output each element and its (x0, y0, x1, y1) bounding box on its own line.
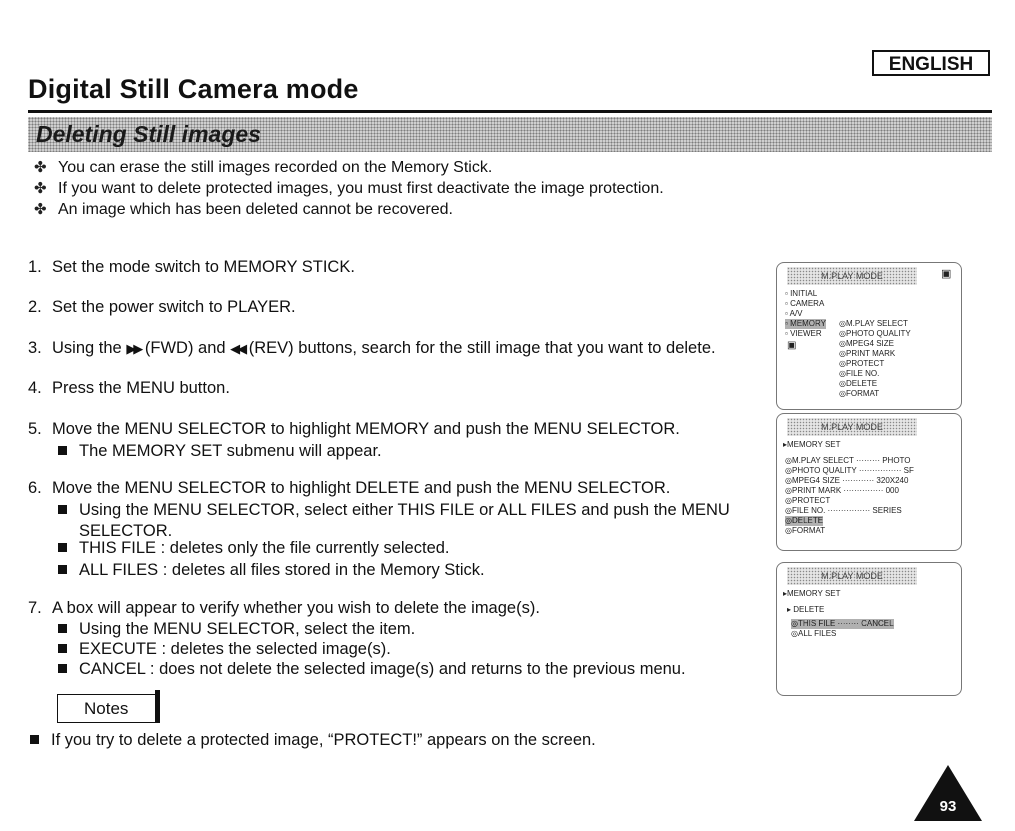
clover-bullet-icon: ✤ (34, 201, 47, 218)
screen-delete (776, 562, 962, 696)
delete-item: ▸ DELETE (787, 605, 825, 614)
triangle-icon (912, 763, 984, 825)
screen-main-menu (776, 262, 962, 410)
submenu-item: ◎PROTECT (839, 359, 885, 368)
memory-stick-icon: ▣ (941, 268, 952, 280)
step-5: 5. Move the MENU SELECTOR to highlight MEMORY and push the MENU SELECTOR. (28, 420, 680, 438)
setting-row: ◎MPEG4 SIZE ············ 320X240 (785, 476, 909, 485)
step-6: 6. Move the MENU SELECTOR to highlight DELETE and push the MENU SELECTOR. (28, 479, 671, 497)
svg-text:93: 93 (939, 798, 957, 815)
clover-bullet-icon: ✤ (34, 180, 47, 197)
menu-item-av: ▫ A/V (785, 309, 803, 318)
menu-item-memory: ▫ MEMORY (785, 319, 826, 328)
screen-header: M.PLAY MODE (787, 567, 917, 585)
screen-header: M.PLAY MODE (787, 418, 917, 436)
square-bullet-icon (30, 735, 39, 744)
menu-item-initial: ▫ INITIAL (785, 289, 818, 298)
section-title: Deleting Still images (36, 121, 261, 147)
menu-item-camera: ▫ CAMERA (785, 299, 825, 308)
step-5-sub: The MEMORY SET submenu will appear. (52, 440, 382, 462)
step-3: 3. Using the ▶▶ (FWD) and ◀◀ (REV) buttons, search for the still image that you want to delete. (28, 339, 716, 357)
square-bullet-icon (58, 644, 67, 653)
language-badge: ENGLISH (872, 50, 990, 76)
intro-list (34, 157, 664, 220)
delete-option: ◎ALL FILES (791, 629, 837, 638)
step-6-sub-2: THIS FILE : deletes only the file currently selected. (52, 537, 450, 559)
setting-row: ◎PROTECT (785, 496, 831, 505)
step-6-sub-1: Using the MENU SELECTOR, select either THIS FILE or ALL FILES and push the MENU (52, 499, 730, 521)
setting-row: ◎FORMAT (785, 526, 826, 535)
still-image-icon: ▣ (787, 340, 797, 351)
notes-label: Notes (57, 694, 158, 723)
square-bullet-icon (58, 664, 67, 673)
screen-subtitle: ▸MEMORY SET (783, 440, 841, 449)
submenu-item: ◎FORMAT (839, 389, 880, 398)
square-bullet-icon (58, 565, 67, 574)
setting-row: ◎PHOTO QUALITY ················ SF (785, 466, 914, 475)
fwd-icon: ▶▶ (126, 341, 141, 356)
step-2: 2. Set the power switch to PLAYER. (28, 298, 296, 316)
submenu-item: ◎PRINT MARK (839, 349, 896, 358)
page-number-badge (912, 763, 984, 830)
step-1: 1. Set the mode switch to MEMORY STICK. (28, 258, 355, 276)
step-7: 7. A box will appear to verify whether you wish to delete the image(s). (28, 599, 540, 617)
intro-item: ✤ An image which has been deleted cannot be recovered. (34, 201, 453, 218)
submenu-item: ◎FILE NO. (839, 369, 880, 378)
setting-row: ◎PRINT MARK ··············· 000 (785, 486, 899, 495)
step-6-sub-3: ALL FILES : deletes all files stored in the Memory Stick. (52, 559, 485, 581)
title-divider (28, 110, 992, 113)
step-7-sub-1: Using the MENU SELECTOR, select the item. (52, 618, 415, 640)
step-4: 4. Press the MENU button. (28, 379, 230, 397)
submenu-item: ◎MPEG4 SIZE (839, 339, 894, 348)
step-6-sub-1-cont: SELECTOR. (79, 522, 173, 540)
submenu-item: ◎M.PLAY SELECT (839, 319, 908, 328)
delete-option-highlighted: ◎THIS FILE ········ CANCEL (791, 619, 894, 628)
note-item: If you try to delete a protected image, “PROTECT!” appears on the screen. (28, 731, 596, 750)
screen-memory-set (776, 413, 962, 551)
clover-bullet-icon: ✤ (34, 159, 47, 176)
menu-item-viewer: ▫ VIEWER (785, 329, 822, 338)
square-bullet-icon (58, 624, 67, 633)
square-bullet-icon (58, 505, 67, 514)
square-bullet-icon (58, 446, 67, 455)
submenu-item: ◎PHOTO QUALITY (839, 329, 911, 338)
submenu-item: ◎DELETE (839, 379, 878, 388)
page-title: Digital Still Camera mode (28, 74, 359, 104)
setting-row: ◎FILE NO. ················ SERIES (785, 506, 902, 515)
screen-header: M.PLAY MODE (787, 267, 917, 285)
rev-icon: ◀◀ (230, 341, 245, 356)
square-bullet-icon (58, 543, 67, 552)
intro-item: ✤ You can erase the still images recorded on the Memory Stick. (34, 159, 493, 176)
screen-subtitle: ▸MEMORY SET (783, 589, 841, 598)
step-7-sub-2: EXECUTE : deletes the selected image(s). (52, 638, 391, 660)
setting-row: ◎M.PLAY SELECT ········· PHOTO (785, 456, 911, 465)
step-7-sub-3: CANCEL : does not delete the selected image(s) and returns to the previous menu. (52, 658, 686, 680)
intro-item: ✤ If you want to delete protected images, you must first deactivate the image protection. (34, 180, 664, 197)
setting-row-highlighted: ◎DELETE (785, 516, 824, 525)
